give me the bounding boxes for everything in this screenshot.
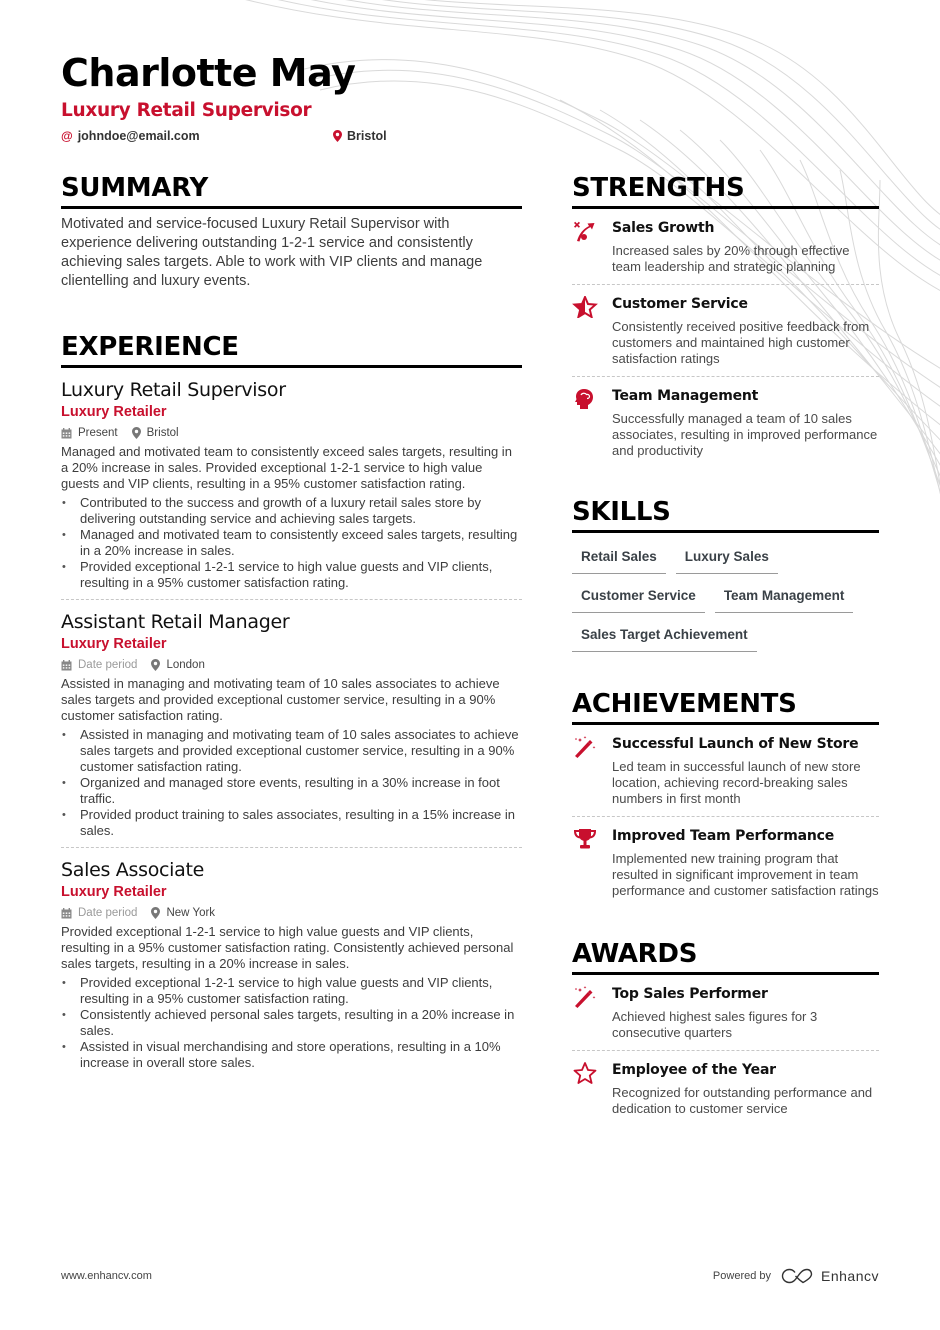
job-bullets <box>61 727 522 839</box>
job-date-text: Date period <box>78 659 138 671</box>
strength-description: Increased sales by 20% through effective team leadership and strategic planning <box>612 243 850 274</box>
experience-item <box>61 368 522 600</box>
job-bullet: • Provided exceptional 1-2-1 service to high value guests and VIP clients, resulting in a 95% customer satisfaction rating. <box>61 559 522 591</box>
job-bullet: • Assisted in visual merchandising and store operations, resulting in a 10% increase in overall store sales. <box>61 1039 522 1071</box>
powered-by <box>713 1268 879 1284</box>
skill-tag: Team Management <box>715 580 854 613</box>
job-description: Managed and motivated team to consistently exceed sales targets, resulting in a 20% increase in sales. Provided exceptional 1-2-1 service to high value guests and VIP clients, resulting in a 95% customer satisfaction rating. <box>61 444 512 491</box>
magic-wand-icon <box>572 736 598 758</box>
summary-text: Motivated and service-focused Luxury Retail Supervisor with experience delivering outstanding 1-2-1 service and consistently achieving sales targets. Able to work with VIP clients and manage clientelling and luxury events. <box>61 216 483 289</box>
experience-item <box>61 600 522 848</box>
resume-header <box>61 50 561 144</box>
job-bullet: • Contributed to the success and growth of a luxury retail sales store by delivering outstanding service and achieving sales targets. <box>61 495 522 527</box>
award-item <box>572 975 879 1051</box>
skills-list <box>572 533 879 658</box>
strengths-heading: STRENGTHS <box>572 172 879 209</box>
job-location <box>151 657 204 673</box>
enhancv-logo-icon <box>781 1268 815 1284</box>
head-brain-icon <box>572 388 598 410</box>
job-company: Luxury Retailer <box>61 884 167 900</box>
calendar-icon <box>61 660 72 671</box>
job-location-text: Bristol <box>146 427 179 439</box>
strength-item <box>572 377 879 468</box>
map-pin-icon <box>151 907 160 919</box>
achievements-section <box>572 688 879 908</box>
summary-section <box>61 172 522 291</box>
footer <box>61 1268 879 1284</box>
strengths-section <box>572 172 879 468</box>
job-meta <box>61 905 522 921</box>
job-bullet: • Assisted in managing and motivating team of 10 sales associates to achieve sales targets and provided exceptional customer service, resulting in a 90% customer satisfaction rating. <box>61 727 522 775</box>
map-pin-icon <box>333 130 342 142</box>
summary-heading: SUMMARY <box>61 172 522 209</box>
skills-section <box>572 496 879 658</box>
experience-item <box>61 848 522 1079</box>
calendar-icon <box>61 428 72 439</box>
skill-tag: Sales Target Achievement <box>572 619 757 652</box>
job-title: Sales Associate <box>61 859 205 881</box>
achievement-description: Led team in successful launch of new store location, achieving record-breaking sales numbers in first month <box>612 759 861 806</box>
job-date-text: Present <box>78 427 118 439</box>
strength-title: Sales Growth <box>612 220 715 236</box>
award-title: Employee of the Year <box>612 1062 776 1078</box>
achievement-description: Implemented new training program that resulted in significant improvement in team performance and customer satisfaction ratings <box>612 851 879 898</box>
skill-tag: Customer Service <box>572 580 705 613</box>
footer-website-link[interactable]: www.enhancv.com <box>61 1270 152 1282</box>
job-date <box>61 657 137 673</box>
job-description: Provided exceptional 1-2-1 service to high value guests and VIP clients, resulting in a 95% customer satisfaction rating. Consistently achieved personal sales targets, resulting in a 20% increase in sales. <box>61 924 514 971</box>
job-bullet: • Consistently achieved personal sales targets, resulting in a 20% increase in sales. <box>61 1007 522 1039</box>
job-company: Luxury Retailer <box>61 404 167 420</box>
job-location-text: London <box>166 659 205 671</box>
job-bullet: • Provided product training to sales associates, resulting in a 15% increase in sales. <box>61 807 522 839</box>
job-date <box>61 425 118 441</box>
job-bullets <box>61 495 522 591</box>
job-location <box>151 905 215 921</box>
candidate-name: Charlotte May <box>61 51 356 95</box>
job-bullet: • Provided exceptional 1-2-1 service to high value guests and VIP clients, resulting in a 95% customer satisfaction rating. <box>61 975 522 1007</box>
map-pin-icon <box>132 427 141 439</box>
award-description: Recognized for outstanding performance and dedication to customer service <box>612 1085 873 1116</box>
at-icon: @ <box>61 129 73 143</box>
job-meta <box>61 657 522 673</box>
trophy-icon <box>572 828 598 850</box>
job-bullet: • Organized and managed store events, resulting in a 30% increase in foot traffic. <box>61 775 522 807</box>
job-description: Assisted in managing and motivating team of 10 sales associates to achieve sales targets and provided exceptional customer service, resulting in a 90% customer satisfaction rating. <box>61 676 500 723</box>
calendar-icon <box>61 908 72 919</box>
job-location <box>132 425 179 441</box>
strength-title: Team Management <box>612 388 759 404</box>
achievement-item <box>572 725 879 817</box>
magic-wand-icon <box>572 986 598 1008</box>
star-half-icon <box>572 296 598 318</box>
strategy-icon <box>572 220 598 242</box>
award-item <box>572 1051 879 1126</box>
award-description: Achieved highest sales figures for 3 consecutive quarters <box>612 1009 818 1040</box>
job-meta <box>61 425 522 441</box>
achievement-title: Improved Team Performance <box>612 828 835 844</box>
awards-heading: AWARDS <box>572 938 879 975</box>
map-pin-icon <box>151 659 160 671</box>
strength-description: Consistently received positive feedback from customers and maintained high customer satisfaction ratings <box>612 319 870 366</box>
strength-item <box>572 209 879 285</box>
job-company: Luxury Retailer <box>61 636 167 652</box>
left-column <box>61 172 522 1079</box>
strength-description: Successfully managed a team of 10 sales associates, resulting in improved performance and productivity <box>612 411 878 458</box>
job-bullet: • Managed and motivated team to consistently exceed sales targets, resulting in a 20% increase in sales. <box>61 527 522 559</box>
contact-info <box>61 128 561 144</box>
enhancv-brand-name: Enhancv <box>821 1268 879 1284</box>
location-text: Bristol <box>347 129 387 143</box>
contact-location <box>333 128 387 144</box>
email-text: johndoe@email.com <box>77 129 200 143</box>
candidate-title: Luxury Retail Supervisor <box>61 100 312 121</box>
experience-section <box>61 331 522 1079</box>
contact-email[interactable] <box>61 128 333 144</box>
powered-by-label: Powered by <box>712 1270 772 1282</box>
job-title: Assistant Retail Manager <box>61 611 290 633</box>
job-location-text: New York <box>166 907 216 919</box>
awards-section <box>572 938 879 1126</box>
enhancv-brand-link[interactable] <box>781 1268 879 1284</box>
right-column <box>572 172 879 1126</box>
job-title: Luxury Retail Supervisor <box>61 379 286 401</box>
achievement-item <box>572 817 879 908</box>
experience-heading: EXPERIENCE <box>61 331 522 368</box>
job-date <box>61 905 137 921</box>
skill-tag: Luxury Sales <box>676 541 778 574</box>
strength-title: Customer Service <box>612 296 748 312</box>
award-title: Top Sales Performer <box>612 986 768 1002</box>
achievements-heading: ACHIEVEMENTS <box>572 688 879 725</box>
job-date-text: Date period <box>78 907 138 919</box>
star-outline-icon <box>572 1062 598 1084</box>
achievement-title: Successful Launch of New Store <box>612 736 859 752</box>
skills-heading: SKILLS <box>572 496 879 533</box>
skill-tag: Retail Sales <box>572 541 666 574</box>
strength-item <box>572 285 879 377</box>
job-bullets <box>61 975 522 1071</box>
